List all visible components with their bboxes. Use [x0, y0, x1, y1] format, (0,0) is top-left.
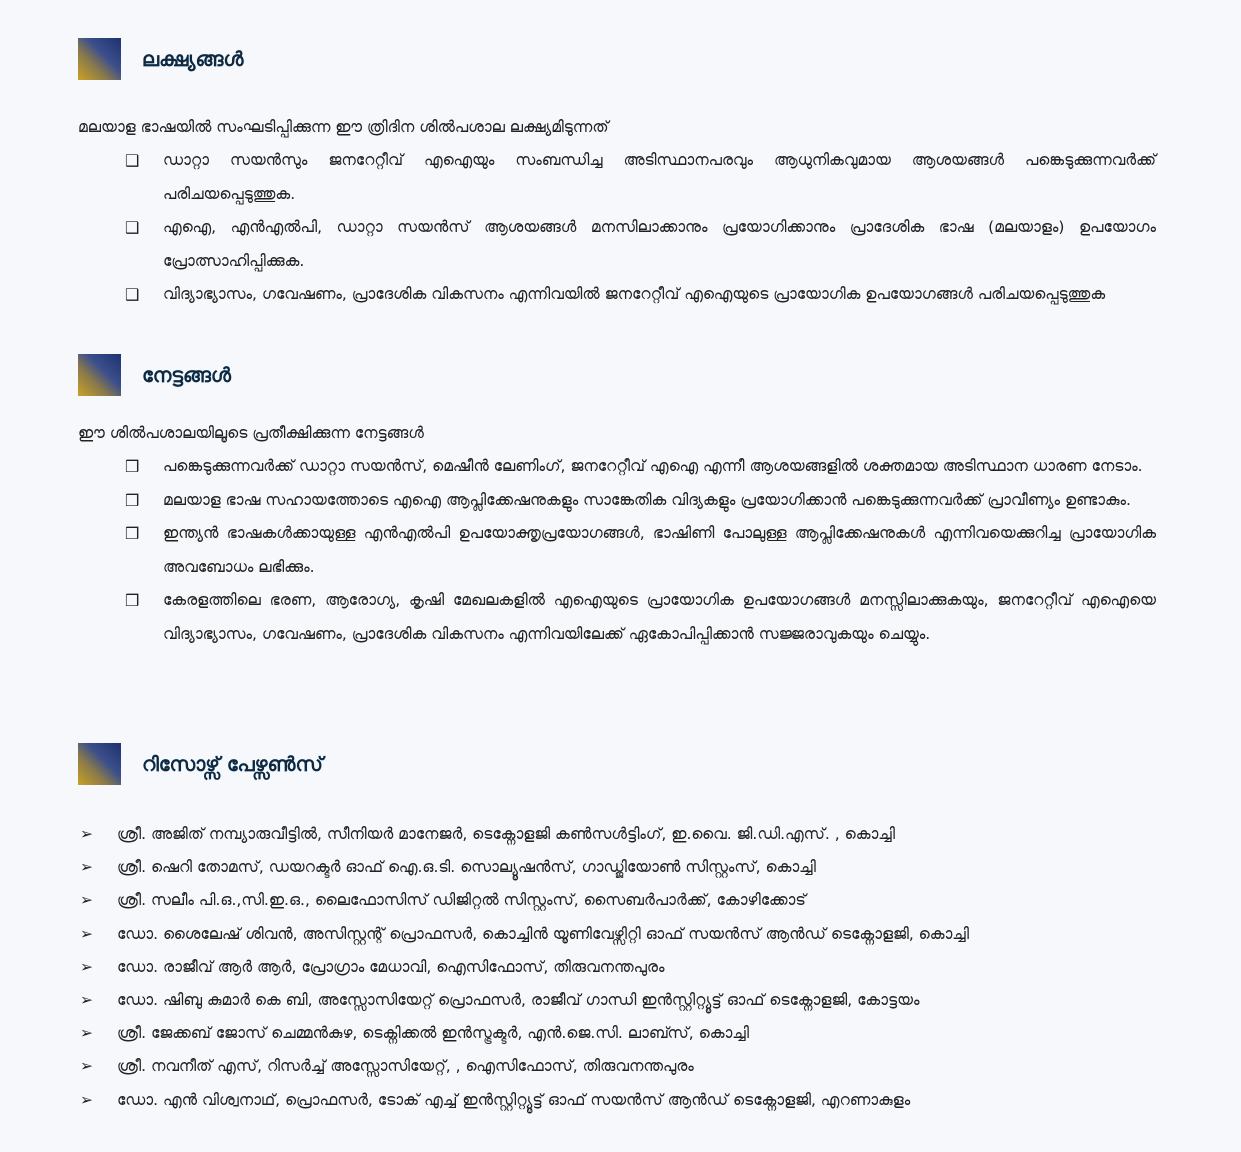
arrow-bullet-icon: ➢	[80, 957, 93, 976]
list-item: ❒ കേരളത്തിലെ ഭരണ, ആരോഗ്യ, കൃഷി മേഖലകളിൽ എഐയുടെ പ്രായോഗിക ഉപയോഗങ്ങൾ മനസ്സിലാക്കുകയും, ജനറേറ്റീവ് എഐയെ വിദ്യാഭ്യാസം, ഗവേഷണം, പ്രാദേശിക വികസനം എന്നിവയിലേക്ക് ഏകോപിപ്പിക്കാൻ സജ്ജരാവുകയും ചെയ്യും.	[125, 584, 1156, 651]
section-square-icon	[78, 743, 121, 785]
list-item: ➢ ശ്രീ. ജേക്കബ് ജോസ് ചെമ്മൻകുഴ, ടെക്നിക്കൽ ഇൻസ്ട്രക്ടർ, എൻ.ജെ.സി. ലാബ്സ്, കൊച്ചി	[80, 1017, 969, 1050]
square-bullet-icon: ❒	[125, 524, 140, 543]
list-item: ➢ ഡോ. രാജീവ് ആർ ആർ, പ്രോഗ്രാം മേധാവി, ഐസിഫോസ്, തിരുവനന്തപുരം	[80, 951, 969, 984]
arrow-bullet-icon: ➢	[80, 1057, 93, 1076]
list-item: ❑ ഡാറ്റാ സയൻസും ജനറേറ്റീവ് എഐയും സംബന്ധിച്ച അടിസ്ഥാനപരവും ആധുനികവുമായ ആശയങ്ങൾ പങ്കെടുക്കുന്നവർക്ക് പരിചയപ്പെടുത്തുക.	[125, 144, 1156, 211]
resources-list	[80, 818, 969, 1117]
outcomes-list	[125, 450, 1156, 651]
list-item: ❑ എഐ, എൻഎൽപി, ഡാറ്റാ സയൻസ് ആശയങ്ങൾ മനസിലാക്കാനും പ്രയോഗിക്കാനും പ്രാദേശിക ഭാഷ (മലയാളം) ഉപയോഗം പ്രോത്സാഹിപ്പിക്കുക.	[125, 211, 1156, 278]
resources-heading: റിസോഴ്സ് പേഴ്സൺസ്	[142, 752, 323, 776]
list-item: ➢ ശ്രീ. സലീം പി.ഒ.,സി.ഇ.ഒ., ലൈഫോസിസ് ഡിജിറ്റൽ സിസ്റ്റംസ്, സൈബർപാർക്ക്, കോഴിക്കോട്	[80, 884, 969, 917]
arrow-bullet-icon: ➢	[80, 1090, 93, 1109]
list-item: ❒ ഇന്ത്യൻ ഭാഷകൾക്കായുള്ള എൻഎൽപി ഉപയോക്തൃപ്രയോഗങ്ങൾ, ഭാഷിണി പോലുള്ള ആപ്ലിക്കേഷനുകൾ എന്നിവയെക്കുറിച്ച പ്രായോഗിക അവബോധം ലഭിക്കും.	[125, 517, 1156, 584]
objectives-intro: മലയാള ഭാഷയിൽ സംഘടിപ്പിക്കുന്ന ഈ ത്രിദിന ശിൽപശാല ലക്ഷ്യമിടുന്നത്	[78, 118, 609, 136]
list-item: ➢ ശ്രീ. അജിത് നമ്പ്യാരുവീട്ടിൽ, സീനിയർ മാനേജർ, ടെക്നോളജി കൺസൾട്ടിംഗ്, ഇ.വൈ. ജി.ഡി.എസ്. , കൊച്ചി	[80, 818, 969, 851]
section-square-icon	[78, 38, 121, 80]
arrow-bullet-icon: ➢	[80, 825, 93, 843]
arrow-bullet-icon: ➢	[80, 924, 93, 943]
arrow-bullet-icon: ➢	[80, 891, 93, 910]
list-item: ➢ ഡോ. എൻ വിശ്വനാഥ്, പ്രൊഫസർ, ടോക് എച്ച് ഇൻസ്റ്റിറ്റ്യൂട്ട് ഓഫ് സയൻസ് ആൻഡ് ടെക്നോളജി, എറണാകുളം	[80, 1084, 969, 1117]
arrow-bullet-icon: ➢	[80, 1024, 93, 1043]
objectives-heading: ലക്ഷ്യങ്ങൾ	[142, 47, 244, 71]
square-bullet-icon: ❒	[125, 457, 140, 476]
list-item: ❒ പങ്കെടുക്കുന്നവർക്ക് ഡാറ്റാ സയൻസ്, മെഷീൻ ലേണിംഗ്, ജനറേറ്റീവ് എഐ എന്നീ ആശയങ്ങളിൽ ശക്തമായ അടിസ്ഥാന ധാരണ നേടാം.	[125, 450, 1156, 484]
list-item: ❑ വിദ്യാഭ്യാസം, ഗവേഷണം, പ്രാദേശിക വികസനം എന്നിവയിൽ ജനറേറ്റീവ് എഐയുടെ പ്രായോഗിക ഉപയോഗങ്ങൾ പരിചയപ്പെടുത്തുക	[125, 278, 1156, 312]
outcomes-heading-block	[78, 354, 231, 396]
list-item: ➢ ഡോ. ഷിബു കുമാർ കെ ബി, അസ്സോസിയേറ്റ് പ്രൊഫസർ, രാജീവ് ഗാന്ധി ഇൻസ്റ്റിറ്റ്യൂട്ട് ഓഫ് ടെക്നോളജി, കോട്ടയം	[80, 984, 969, 1017]
list-item: ➢ ശ്രീ. ഷെറി തോമസ്, ഡയറക്ടർ ഓഫ് ഐ.ഒ.ടി. സൊല്യൂഷൻസ്, ഗാഡ്ജിയോൺ സിസ്റ്റംസ്, കൊച്ചി	[80, 851, 969, 884]
square-bullet-icon: ❒	[125, 591, 140, 610]
outcomes-heading: നേട്ടങ്ങൾ	[142, 363, 231, 387]
list-item: ➢ ഡോ. ശൈലേഷ് ശിവൻ, അസിസ്റ്റന്റ് പ്രൊഫസർ, കൊച്ചിൻ യൂണിവേഴ്സിറ്റി ഓഫ് സയൻസ് ആൻഡ് ടെക്നോളജി, കൊച്ചി	[80, 918, 969, 951]
square-bullet-icon: ❒	[125, 490, 140, 510]
list-item: ❒ മലയാള ഭാഷ സഹായത്തോടെ എഐ ആപ്ലിക്കേഷനുകളും സാങ്കേതിക വിദ്യകളും പ്രയോഗിക്കാൻ പങ്കെടുക്കുന്നവർക്ക് പ്രാവീണ്യം ഉണ്ടാകും.	[125, 484, 1156, 518]
objectives-list	[125, 144, 1156, 312]
checkbox-bullet-icon: ❑	[125, 218, 140, 237]
outcomes-intro: ഈ ശിൽപശാലയിലൂടെ പ്രതീക്ഷിക്കുന്ന നേട്ടങ്ങൾ	[78, 424, 424, 442]
checkbox-bullet-icon: ❑	[125, 151, 140, 170]
checkbox-bullet-icon: ❑	[125, 285, 140, 304]
arrow-bullet-icon: ➢	[80, 858, 93, 877]
list-item: ➢ ശ്രീ. നവനീത് എസ്, റിസർച്ച് അസ്സോസിയേറ്റ്, , ഐസിഫോസ്, തിരുവനന്തപുരം	[80, 1050, 969, 1083]
arrow-bullet-icon: ➢	[80, 990, 93, 1009]
resources-heading-block	[78, 743, 323, 785]
section-square-icon	[78, 354, 121, 396]
objectives-heading-block	[78, 38, 243, 80]
